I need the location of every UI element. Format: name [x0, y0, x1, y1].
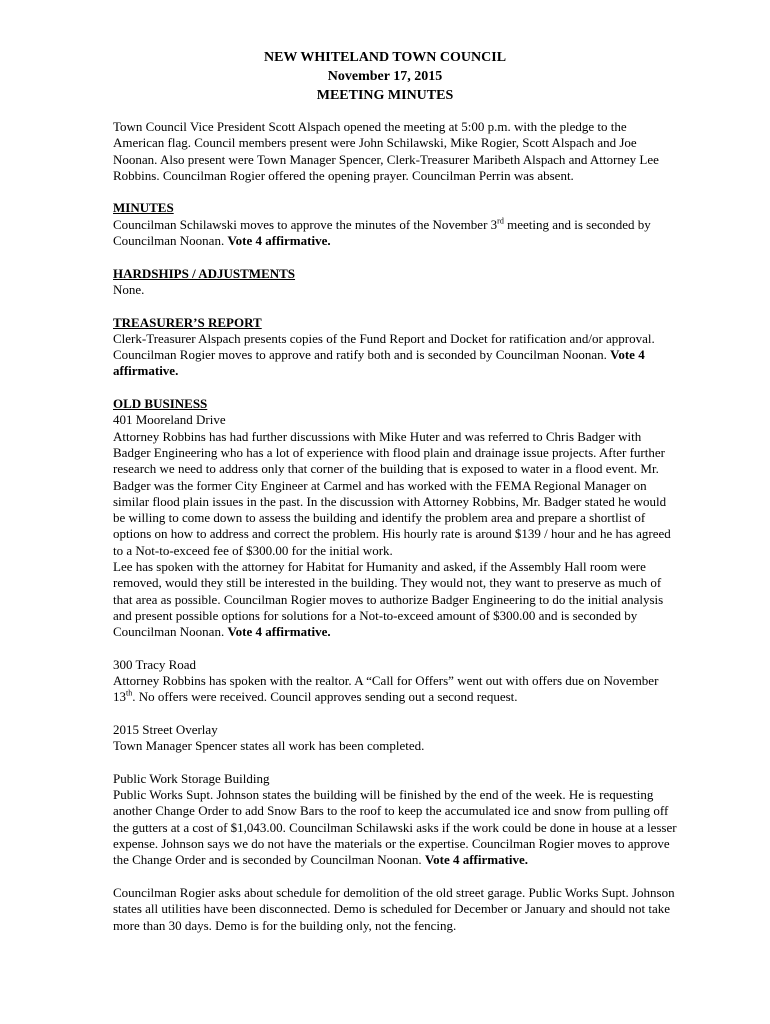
storage-vote: Vote 4 affirmative. — [424, 852, 529, 868]
document-title-block — [0, 48, 770, 105]
storage-paragraph: Public Works Supt. Johnson states the building will be finished by the end of the week. He is requesting another Change Order to add Snow Bars to the roof to keep the accumulated ice and snow from pulling off the gutters at a cost of $1,043.00. Councilman Schilawski asks if the work could be done in house at a lesser expense. Johnson says we do not have the materials or the expertise. Councilman Rogier moves to approve the Change Order and is seconded by Councilman Noonan. Vote 4 affirmative. — [113, 787, 677, 868]
document-body — [113, 119, 679, 934]
meeting-date: November 17, 2015 — [327, 69, 443, 84]
treasurer-vote: Vote 4 affirmative. — [113, 347, 645, 379]
minutes-paragraph: Councilman Schilawski moves to approve the minutes of the November 3rd meeting and is seconded by Councilman Noonan. Vote 4 affirmative. — [113, 216, 651, 249]
overlay-title: 2015 Street Overlay — [113, 721, 218, 737]
minutes-vote: Vote 4 affirmative. — [227, 233, 331, 249]
org-title: NEW WHITELAND TOWN COUNCIL — [263, 50, 507, 65]
garage-paragraph: Councilman Rogier asks about schedule for demolition of the old street garage. Public Works Supt. Johnson states all utilities have been disconnected. Demo is scheduled for December or January and should not take more than 30 days. Demo is for the building only, not the fencing. — [113, 884, 675, 933]
treasurer-heading: TREASURER’S REPORT — [113, 314, 262, 330]
mooreland-paragraph-1: Attorney Robbins has had further discussions with Mike Huter and was referred to Chris Badger with Badger Engineering who has a lot of experience with flood plain and drainage issue projects. After further research we need to address only that corner of the building that is exposed to water in a flood event. Mr. Badger was the former City Engineer at Carmel and has worked with the FEMA Regional Manager on similar flood plain issues in the past. In the discussion with Attorney Robbins, Mr. Badger stated he would be willing to come down to assess the building and identify the problem area and prepare a shortlist of options on how to address and correct the problem. His hourly rate is around $139 / hour and he has agreed to a Not-to-exceed fee of $300.00 for the initial work. — [113, 428, 671, 558]
storage-title: Public Work Storage Building — [113, 770, 270, 786]
tracy-paragraph: Attorney Robbins has spoken with the realtor. A “Call for Offers” went out with offers due on November 13th. No offers were received. Council approves sending out a second request. — [113, 673, 659, 705]
old-business-heading: OLD BUSINESS — [113, 396, 208, 412]
hardships-paragraph: None. — [113, 281, 145, 297]
hardships-heading: HARDSHIPS / ADJUSTMENTS — [113, 265, 296, 281]
mooreland-paragraph-2: Lee has spoken with the attorney for Habitat for Humanity and asked, if the Assembly Hall room were removed, would they still be interested in the building. They would not, they want to preserve as much of that area as possible. Councilman Rogier moves to authorize Badger Engineering to do the initial analysis and present possible options for solutions for a Not-to-exceed amount of $300.00 and is seconded by Councilman Noonan. Vote 4 affirmative. — [113, 559, 664, 640]
treasurer-paragraph: Clerk-Treasurer Alspach presents copies of the Fund Report and Docket for ratification and/or approval. Councilman Rogier moves to approve and ratify both and is seconded by Councilman Noonan. Vote 4 affirmative. — [113, 330, 655, 379]
intro-paragraph: Town Council Vice President Scott Alspach opened the meeting at 5:00 p.m. with the pledge to the American flag. Council members present were John Schilawski, Mike Rogier, Scott Alspach and Joe Noonan. Also present were Town Manager Spencer, Clerk-Treasurer Maribeth Alspach and Attorney Lee Robbins. Councilman Rogier offered the opening prayer. Councilman Perrin was absent. — [113, 119, 659, 183]
mooreland-title: 401 Mooreland Drive — [113, 412, 226, 428]
tracy-title: 300 Tracy Road — [113, 656, 197, 672]
overlay-paragraph: Town Manager Spencer states all work has been completed. — [113, 738, 425, 754]
mooreland-vote: Vote 4 affirmative. — [227, 624, 331, 640]
document-type: MEETING MINUTES — [316, 88, 454, 103]
minutes-heading: MINUTES — [113, 200, 174, 216]
